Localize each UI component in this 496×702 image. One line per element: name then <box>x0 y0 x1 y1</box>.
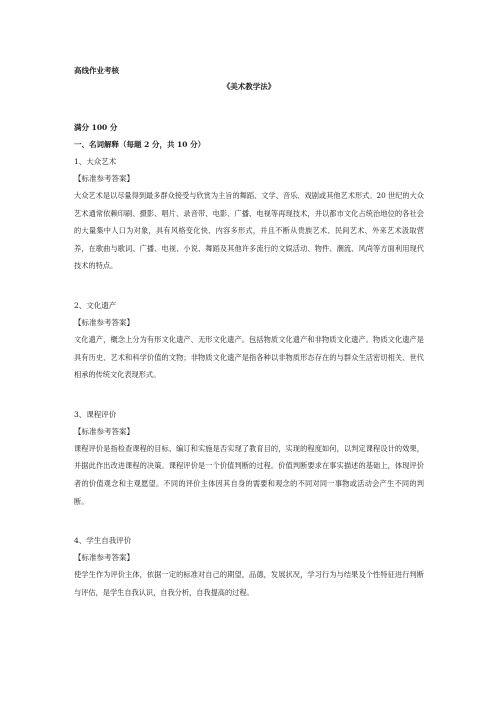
document-header: 高线作业考核 <box>74 66 119 75</box>
spacer <box>74 95 424 119</box>
item-title: 1、大众艺术 <box>74 157 117 166</box>
list-item <box>74 153 424 275</box>
item-answer-body: 大众艺术是以尽量得到最多群众接受与欣赏为主旨的舞蹈、文学、音乐、戏剧或其他艺术形式。20 世纪的大众艺术通常依赖印刷、摄影、唱片、录音带、电影、广播、电视等再现技术，并以都市文化占统治地位的各社会的大量集中人口为对象，具有风格变化快、内容多形式，并且不断从贵族艺术、民间艺术、外来艺术汲取营养，在歌曲与歌词、广播、电视、小说、舞蹈及其他许多流行的文娱活动、物件、潮流、风尚等方面利用现代技术的特点。 <box>74 191 424 271</box>
document-content <box>74 63 424 601</box>
item-answer-body: 使学生作为评价主体，依据一定的标准对自己的期望，品德，发展状况，学习行为与结果及个性特征进行判断与评估，是学生自我认识，自我分析，自我提高的过程。 <box>74 570 424 597</box>
spacer <box>74 384 424 406</box>
item-answer-body: 文化遗产，概念上分为有形文化遗产、无形文化遗产。包括物质文化遗产和非物质文化遗产。物质文化遗产是具有历史、艺术和科学价值的文物；非物质文化遗产是指各种以非物质形态存在的与群众生活密切相关、世代相承的传统文化表现形式。 <box>74 334 424 380</box>
item-title: 2、文化遗产 <box>74 300 117 310</box>
item-answer-label: 【标准参考答案】 <box>74 317 134 327</box>
spacer <box>74 275 424 297</box>
list-item <box>74 532 424 601</box>
item-title: 3、课程评价 <box>74 409 117 419</box>
document-title: 《美术教学法》 <box>222 82 276 91</box>
item-answer-body: 课程评价是指检查课程的目标、编订和实施是否实现了教育目的，实现的程度如何，以判定课程设计的效果，并据此作出改进课程的决策。课程评价是一个价值判断的过程。价值判断要求在事实描述的基础上，体现评价者的价值观念和主观愿望。不同的评价主体因其自身的需要和观念的不同对同一事物或活动会产生不同的判断。 <box>74 443 424 506</box>
score-line: 满分 100 分 <box>74 123 118 132</box>
list-item <box>74 297 424 384</box>
section-heading: 一、名词解释（每题 2 分，共 10 分） <box>74 140 206 149</box>
item-title: 4、学生自我评价 <box>74 536 132 546</box>
item-answer-label: 【标准参考答案】 <box>74 174 134 183</box>
item-answer-label: 【标准参考答案】 <box>74 426 134 436</box>
spacer <box>74 510 424 532</box>
list-item <box>74 406 424 510</box>
item-answer-label: 【标准参考答案】 <box>74 553 134 563</box>
